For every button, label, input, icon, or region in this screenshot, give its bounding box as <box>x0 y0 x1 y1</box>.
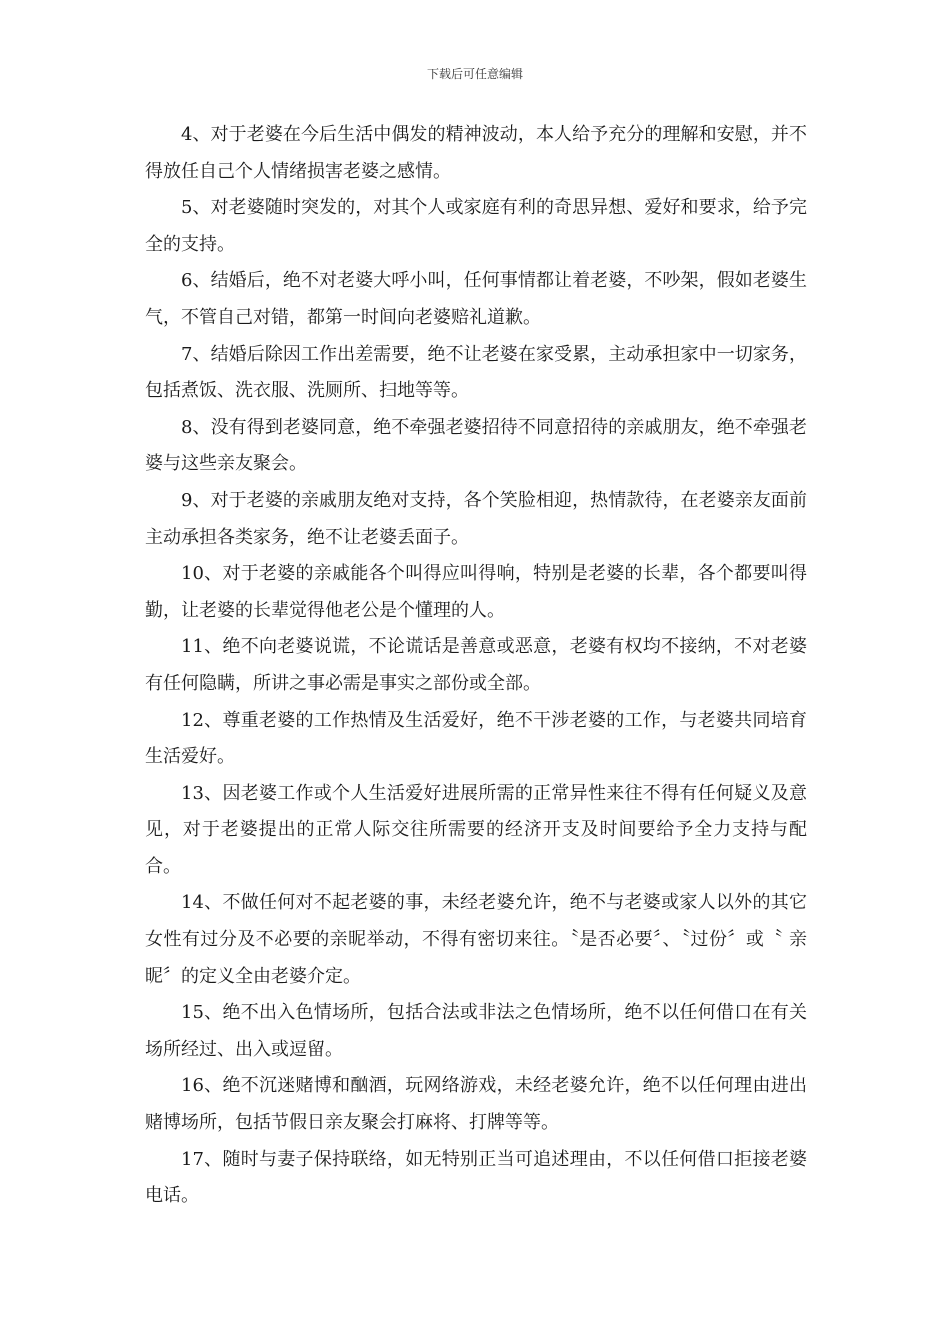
document-body <box>145 117 807 1215</box>
paragraph-item-8: 8、没有得到老婆同意，绝不牵强老婆招待不同意招待的亲戚朋友，绝不牵强老婆与这些亲友聚会。 <box>145 416 807 475</box>
paragraph-item-4: 4、对于老婆在今后生活中偶发的精神波动，本人给予充分的理解和安慰，并不得放任自己个人情绪损害老婆之感情。 <box>145 124 807 182</box>
paragraph-item-15: 15、绝不出入色情场所，包括合法或非法之色情场所，绝不以任何借口在有关场所经过、出入或逗留。 <box>145 1002 807 1060</box>
paragraph-item-10: 10、对于老婆的亲戚能各个叫得应叫得响，特别是老婆的长辈，各个都要叫得勤，让老婆的长辈觉得他老公是个懂理的人。 <box>145 563 807 621</box>
paragraph-item-7: 7、结婚后除因工作出差需要，绝不让老婆在家受累，主动承担家中一切家务，包括煮饭、洗衣服、洗厕所、扫地等等。 <box>145 343 807 402</box>
paragraph-item-6: 6、结婚后，绝不对老婆大呼小叫，任何事情都让着老婆，不吵架，假如老婆生气，不管自己对错，都第一时间向老婆赔礼道歉。 <box>145 270 807 328</box>
paragraph-item-5: 5、对老婆随时突发的，对其个人或家庭有利的奇思异想、爱好和要求，给予完全的支持。 <box>145 197 807 255</box>
paragraph-item-12: 12、尊重老婆的工作热情及生活爱好，绝不干涉老婆的工作，与老婆共同培育生活爱好。 <box>145 709 807 768</box>
paragraph-item-11: 11、绝不向老婆说谎，不论谎话是善意或恶意，老婆有权均不接纳，不对老婆有任何隐瞒，所讲之事必需是事实之部份或全部。 <box>145 636 807 694</box>
paragraph-item-9: 9、对于老婆的亲戚朋友绝对支持，各个笑脸相迎，热情款待，在老婆亲友面前主动承担各类家务，绝不让老婆丢面子。 <box>145 489 807 548</box>
paragraph-item-17: 17、随时与妻子保持联络，如无特别正当可追述理由，不以任何借口拒接老婆电话。 <box>145 1148 807 1207</box>
page-header: 下载后可任意编辑 <box>426 67 523 81</box>
paragraph-item-16: 16、绝不沉迷赌博和酗酒，玩网络游戏，未经老婆允许，绝不以任何理由进出赌博场所，包括节假日亲友聚会打麻将、打牌等等。 <box>145 1075 807 1134</box>
paragraph-item-14: 14、不做任何对不起老婆的事，未经老婆允许，绝不与老婆或家人以外的其它女性有过分及不必要的亲昵举动，不得有密切来往。〝是否必要〞、〝过份〞或〝 亲昵〞的定义全由老婆介定。 <box>145 892 807 987</box>
paragraph-item-13: 13、因老婆工作或个人生活爱好进展所需的正常异性来往不得有任何疑义及意见，对于老婆提出的正常人际交往所需要的经济开支及时间要给予全力支持与配合。 <box>145 782 807 877</box>
